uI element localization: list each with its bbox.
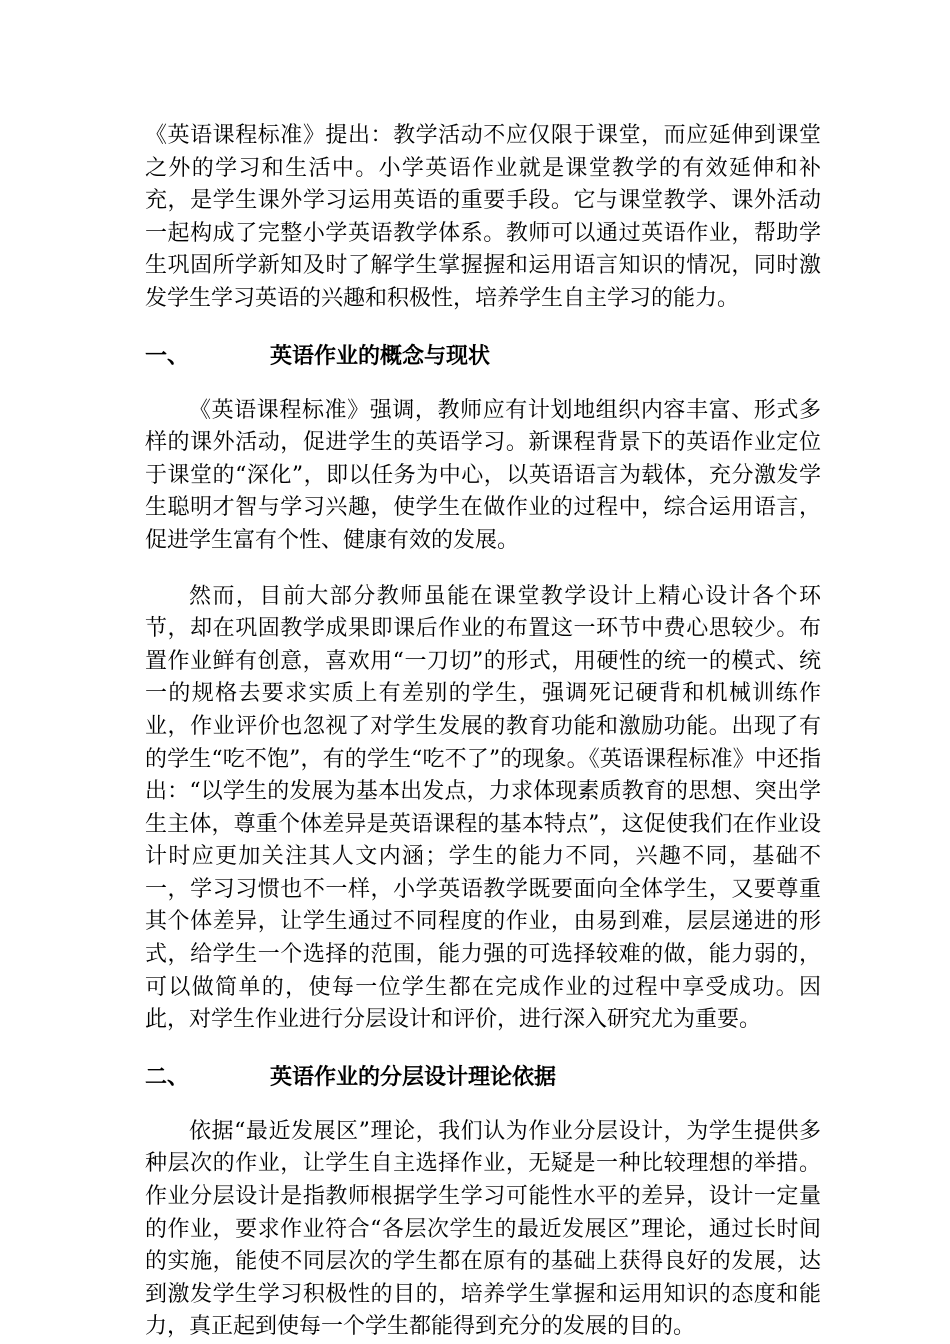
section-2-heading xyxy=(145,1061,821,1094)
section-1-paragraph-1: 《英语课程标准》强调，教师应有计划地组织内容丰富、形式多样的课外活动，促进学生的英语学习。新课程背景下的英语作业定位于课堂的“深化”，即以任务为中心，以英语语言为载体，充分激发学生聪明才智与学习兴趣，使学生在做作业的过程中，综合运用语言，促进学生富有个性、健康有效的发展。 xyxy=(145,397,821,553)
document-body xyxy=(145,120,821,1344)
section-1-paragraph-2: 然而，目前大部分教师虽能在课堂教学设计上精心设计各个环节，却在巩固教学成果即课后作业的布置这一环节中费心思较少。布置作业鲜有创意，喜欢用“一刀切”的形式，用硬性的统一的模式、统一的规格去要求实质上有差别的学生，强调死记硬背和机械训练作业，作业评价也忽视了对学生发展的教育功能和激励功能。出现了有的学生“吃不饱”，有的学生“吃不了”的现象。《英语课程标准》中还指出：“以学生的发展为基本出发点，力求体现素质教育的思想、突出学生主体，尊重个体差异是英语课程的基本特点”，这促使我们在作业设计时应更加关注其人文内涵；学生的能力不同，兴趣不同，基础不一，学习习惯也不一样，小学英语教学既要面向全体学生，又要尊重其个体差异，让学生通过不同程度的作业，由易到难，层层递进的形式，给学生一个选择的范围，能力强的可选择较难的做，能力弱的，可以做简单的，使每一位学生都在完成作业的过程中享受成功。因此，对学生作业进行分层设计和评价，进行深入研究尤为重要。 xyxy=(145,583,821,1033)
section-1-title: 英语作业的概念与现状 xyxy=(270,343,491,369)
section-2-number: 二、 xyxy=(145,1064,190,1090)
section-2-title: 英语作业的分层设计理论依据 xyxy=(270,1064,557,1090)
section-1-heading xyxy=(145,340,821,373)
section-1-number: 一、 xyxy=(145,343,190,369)
intro-paragraph: 《英语课程标准》提出：教学活动不应仅限于课堂，而应延伸到课堂之外的学习和生活中。小学英语作业就是课堂教学的有效延伸和补充，是学生课外学习运用英语的重要手段。它与课堂教学、课外活动一起构成了完整小学英语教学体系。教师可以通过英语作业，帮助学生巩固所学新知及时了解学生掌握握和运用语言知识的情况，同时激发学生学习英语的兴趣和积极性，培养学生自主学习的能力。 xyxy=(145,123,821,311)
section-2-paragraph-1: 依据“最近发展区”理论，我们认为作业分层设计，为学生提供多种层次的作业，让学生自主选择作业，无疑是一种比较理想的举措。作业分层设计是指教师根据学生学习可能性水平的差异，设计一定量的作业，要求作业符合“各层次学生的最近发展区”理论，通过长时间的实施，能使不同层次的学生都在原有的基础上获得良好的发展，达到激发学生学习积极性的目的，培养学生掌握和运用知识的态度和能力，真正起到使每一个学生都能得到充分的发展的目的。 xyxy=(145,1118,821,1340)
